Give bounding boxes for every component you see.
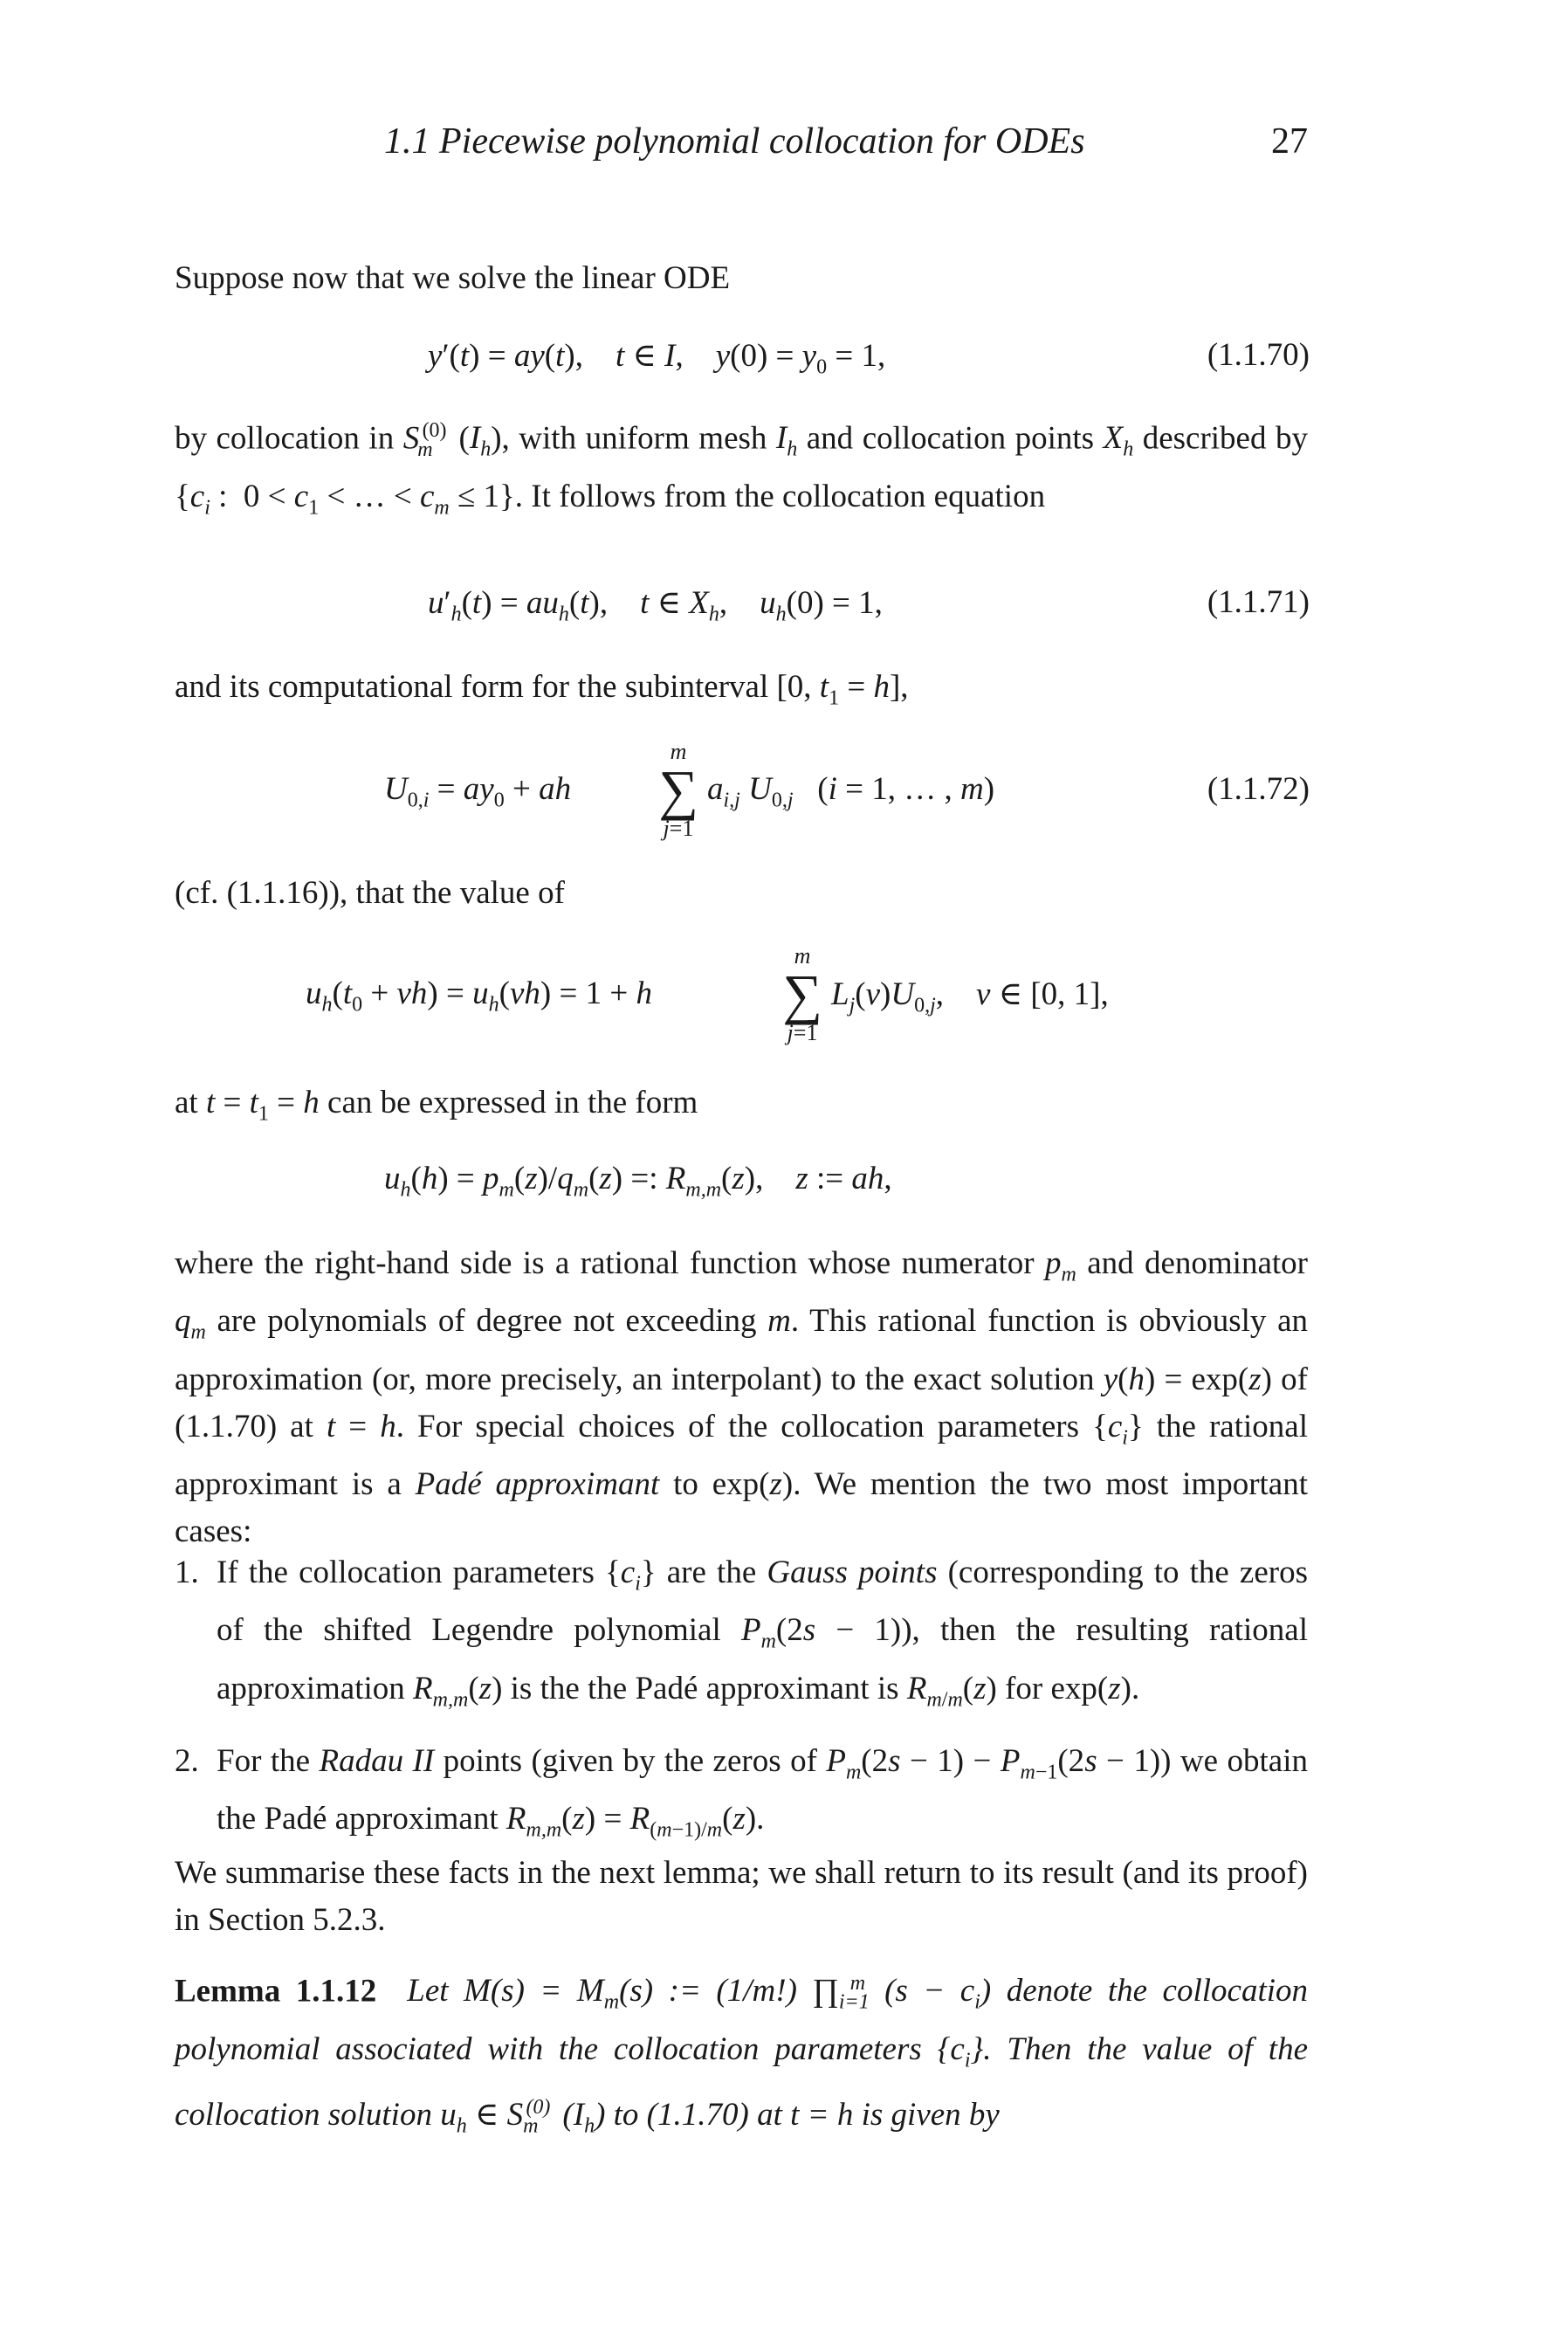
running-title: 1.1 Piecewise polynomial collocation for ODEs: [384, 121, 1085, 162]
paragraph-1: Suppose now that we solve the linear ODE: [175, 260, 731, 296]
lemma-label: Lemma 1.1.12: [175, 1973, 377, 2010]
summation-sign: m ∑ j=1: [658, 739, 698, 841]
equation-1-1-71: $u'_h(t) = au_h(t)$, t ∈ $X_h$, $u_h(0) = 1$,: [428, 585, 883, 626]
paragraph-5: at $t = t_1 = h$ can be expressed in the form: [175, 1085, 698, 1126]
equation-number: (1.1.72): [1207, 771, 1310, 807]
page-number: 27: [1271, 121, 1308, 162]
equation-form: $u_h(h) = p_m(z)/q_m(z)$ =: $R_{m,m}(z)$, z := ah,: [384, 1161, 892, 1202]
paragraph-3: and its computational form for the subinterval [0, $t_1 = h$],: [175, 669, 909, 710]
lemma-1-1-12: Lemma 1.1.12 Let $M(s) = M_m(s)$ := (1/m!) $\prod_{i=1}^m$ $(s - c_i)$ denote the collocation polynomial associated with the collocation parameters $\{c_i\}$. Then the value of the collocation solution $u_h$ ∈ $S_m^{(0)}$ $(I_h)$ to (1.1.70) at t = h is given by: [175, 1972, 1308, 2138]
paragraph-4: (cf. (1.1.16)), that the value of: [175, 875, 565, 911]
paragraph-7: We summarise these facts in the next lemma; we shall return to its result (and its proof) in Section 5.2.3.: [175, 1855, 1308, 1938]
equation-number: (1.1.71): [1207, 584, 1310, 620]
list-item-number: 2.: [175, 1743, 199, 1779]
list-item-text: For the Radau II points (given by the zeros of $P_m(2s - 1) - P_{m-1}(2s - 1)$) we obtain the Padé approximant $R_{m,m}(z) = R_{(m-1)/m}(z)$.: [217, 1743, 1308, 1842]
list-item: [175, 1738, 1308, 1842]
equation-1-1-70: y′(t) = ay(t), t ∈ I, $y(0) = y_0 = 1$,: [428, 338, 886, 379]
equation-number: (1.1.70): [1207, 337, 1310, 373]
list-item: [175, 1549, 1308, 1741]
summation-sign: m ∑ j=1: [782, 943, 822, 1045]
list-item-text: If the collocation parameters $\{c_i\}$ are the Gauss points (corresponding to the zeros of the shifted Legendre polynomial $P_m(2s - 1)$), then the resulting rational approximation $R_{m,m}(z)$ is the the Padé approximant is $R_{m/m}(z)$ for exp(z).: [217, 1555, 1308, 1712]
paragraph-2: by collocation in $S_m^{(0)}$ $(I_h)$, with uniform mesh $I_h$ and collocation points $X_h$ described by {$c_i$ : $0 < c_1$ < … < $c_m \le 1$}. It follows from the collocation equation: [175, 419, 1308, 520]
equation-value-rhs: $L_j(v)U_{0,j}$, v ∈ [0, 1],: [831, 976, 1109, 1017]
equation-1-1-72-rhs: $a_{i,j}$ $U_{0,j}$ (i = 1, … , m): [707, 771, 995, 812]
list-item-number: 1.: [175, 1555, 199, 1590]
equation-value: $u_h(t_0 + vh) = u_h(vh) = 1 + h$: [306, 976, 652, 1017]
equation-1-1-72: $U_{0,i} = ay_0$ + ah: [384, 771, 572, 812]
paragraph-6: where the right-hand side is a rational function whose numerator $p_m$ and denominator $q_m$ are polynomials of degree not exceeding m. This rational function is obviously an approximation (or, more precisely, an interpolant) to the exact solution y(h) = exp(z) of (1.1.70) at t = h. For special choices of the collocation parameters $\{c_i\}$ the rational approximant is a Padé approximant to exp(z). We mention the two most important cases:: [175, 1245, 1309, 1550]
